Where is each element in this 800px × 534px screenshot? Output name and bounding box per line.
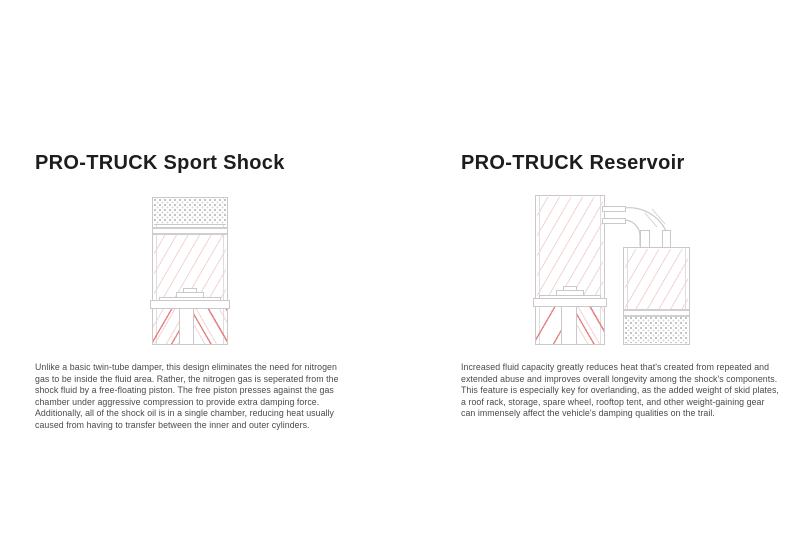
- piston-rod: [179, 308, 194, 344]
- floating-piston: [153, 227, 227, 235]
- reservoir-section: [461, 146, 793, 476]
- piston-rod: [561, 306, 577, 344]
- reservoir-body: [623, 247, 690, 345]
- reservoir-fitting-outer: [662, 230, 671, 248]
- lower-fluid-left: [153, 308, 179, 344]
- main-cylinder: [535, 195, 605, 345]
- gas-chamber: [154, 199, 226, 225]
- reservoir-title: PRO-TRUCK Reservoir: [461, 152, 685, 174]
- outlet-port-upper: [602, 206, 626, 212]
- reservoir-gas-chamber: [625, 317, 688, 343]
- outlet-port-lower: [602, 218, 626, 224]
- reservoir-floating-piston: [624, 309, 689, 317]
- sport-shock-description: Unlike a basic twin-tube damper, this design eliminates the need for nitrogen gas to be inside the fluid area. Rather, the nitrogen gas is seperated from the shock fluid by a free-floating piston. The free piston presses against the gas chamber under aggressive compression to provide extra damping force. Additionally, all of the shock oil is in a single chamber, reducing heat usually caused from having to transfer between the inner and outer cylinders.: [35, 362, 339, 430]
- sport-shock-title: PRO-TRUCK Sport Shock: [35, 152, 285, 174]
- sport-shock-section: [35, 146, 367, 476]
- reservoir-description: Increased fluid capacity greatly reduces heat that's created from repeated and extended abuse and improves overall longevity among the shock's components. This feature is especially key for overlanding, as the added weight of skid plates, a roof rack, storage, spare wheel, rooftop tent, and other weight-gaining gear can immensely affect the vehicle's damping qualities on the trail.: [461, 362, 779, 418]
- main-fluid-chamber: [537, 197, 603, 298]
- lower-fluid-left: [536, 306, 561, 344]
- piston-plate: [533, 298, 607, 307]
- reservoir-fitting-inner: [640, 230, 650, 248]
- reservoir-fluid-chamber: [625, 249, 688, 309]
- lower-fluid-right: [194, 308, 227, 344]
- lower-fluid-right: [577, 306, 604, 344]
- monotube-shock-diagram: [152, 197, 228, 345]
- transfer-tube: [621, 200, 701, 248]
- piston-plate: [150, 300, 230, 309]
